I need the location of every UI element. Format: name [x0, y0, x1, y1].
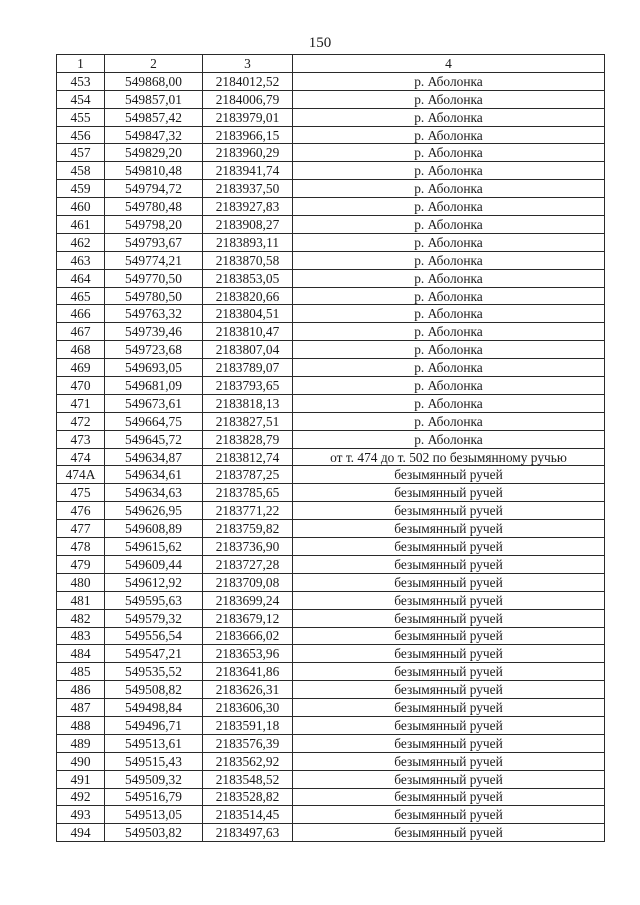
description-cell: р. Аболонка: [293, 251, 605, 269]
x-coordinate-cell: 549739,46: [105, 323, 203, 341]
description-cell: безымянный ручей: [293, 555, 605, 573]
y-coordinate-cell: 2183807,04: [203, 341, 293, 359]
header-row: [57, 55, 605, 73]
x-coordinate-cell: 549857,42: [105, 108, 203, 126]
x-coordinate-cell: 549608,89: [105, 520, 203, 538]
column-header-x: 2: [105, 55, 203, 73]
y-coordinate-cell: 2183699,24: [203, 591, 293, 609]
y-coordinate-cell: 2183497,63: [203, 824, 293, 842]
description-cell: р. Аболонка: [293, 305, 605, 323]
description-cell: р. Аболонка: [293, 341, 605, 359]
description-cell: безымянный ручей: [293, 502, 605, 520]
x-coordinate-cell: 549595,63: [105, 591, 203, 609]
table-row: [57, 573, 605, 591]
point-number-cell: 485: [57, 663, 105, 681]
point-number-cell: 478: [57, 538, 105, 556]
point-number-cell: 461: [57, 216, 105, 234]
description-cell: безымянный ручей: [293, 824, 605, 842]
x-coordinate-cell: 549513,61: [105, 734, 203, 752]
x-coordinate-cell: 549513,05: [105, 806, 203, 824]
description-cell: безымянный ручей: [293, 663, 605, 681]
point-number-cell: 480: [57, 573, 105, 591]
table-row: [57, 520, 605, 538]
point-number-cell: 455: [57, 108, 105, 126]
y-coordinate-cell: 2183626,31: [203, 681, 293, 699]
x-coordinate-cell: 549498,84: [105, 699, 203, 717]
y-coordinate-cell: 2183812,74: [203, 448, 293, 466]
table-row: [57, 126, 605, 144]
y-coordinate-cell: 2183771,22: [203, 502, 293, 520]
x-coordinate-cell: 549634,63: [105, 484, 203, 502]
table-row: [57, 681, 605, 699]
table-row: [57, 466, 605, 484]
x-coordinate-cell: 549681,09: [105, 377, 203, 395]
point-number-cell: 481: [57, 591, 105, 609]
column-header-description: 4: [293, 55, 605, 73]
table-row: [57, 484, 605, 502]
y-coordinate-cell: 2183666,02: [203, 627, 293, 645]
description-cell: безымянный ручей: [293, 752, 605, 770]
point-number-cell: 489: [57, 734, 105, 752]
y-coordinate-cell: 2183820,66: [203, 287, 293, 305]
x-coordinate-cell: 549547,21: [105, 645, 203, 663]
table-row: [57, 502, 605, 520]
x-coordinate-cell: 549673,61: [105, 394, 203, 412]
table-row: [57, 269, 605, 287]
table-row: [57, 216, 605, 234]
x-coordinate-cell: 549780,50: [105, 287, 203, 305]
table-row: [57, 430, 605, 448]
y-coordinate-cell: 2183960,29: [203, 144, 293, 162]
table-row: [57, 538, 605, 556]
description-cell: безымянный ручей: [293, 681, 605, 699]
table-row: [57, 448, 605, 466]
table-row: [57, 377, 605, 395]
point-number-cell: 483: [57, 627, 105, 645]
table-row: [57, 699, 605, 717]
y-coordinate-cell: 2183941,74: [203, 162, 293, 180]
table-row: [57, 305, 605, 323]
description-cell: р. Аболонка: [293, 287, 605, 305]
table-row: [57, 591, 605, 609]
description-cell: безымянный ручей: [293, 806, 605, 824]
table-row: [57, 72, 605, 90]
table-row: [57, 627, 605, 645]
description-cell: р. Аболонка: [293, 323, 605, 341]
x-coordinate-cell: 549609,44: [105, 555, 203, 573]
point-number-cell: 456: [57, 126, 105, 144]
description-cell: безымянный ручей: [293, 484, 605, 502]
x-coordinate-cell: 549774,21: [105, 251, 203, 269]
y-coordinate-cell: 2183804,51: [203, 305, 293, 323]
description-cell: р. Аболонка: [293, 144, 605, 162]
point-number-cell: 470: [57, 377, 105, 395]
x-coordinate-cell: 549847,32: [105, 126, 203, 144]
y-coordinate-cell: 2183759,82: [203, 520, 293, 538]
x-coordinate-cell: 549857,01: [105, 90, 203, 108]
y-coordinate-cell: 2183679,12: [203, 609, 293, 627]
x-coordinate-cell: 549723,68: [105, 341, 203, 359]
description-cell: р. Аболонка: [293, 108, 605, 126]
point-number-cell: 467: [57, 323, 105, 341]
y-coordinate-cell: 2183787,25: [203, 466, 293, 484]
point-number-cell: 454: [57, 90, 105, 108]
point-number-cell: 490: [57, 752, 105, 770]
y-coordinate-cell: 2183606,30: [203, 699, 293, 717]
point-number-cell: 479: [57, 555, 105, 573]
description-cell: безымянный ручей: [293, 591, 605, 609]
y-coordinate-cell: 2183789,07: [203, 359, 293, 377]
description-cell: безымянный ручей: [293, 573, 605, 591]
x-coordinate-cell: 549496,71: [105, 716, 203, 734]
y-coordinate-cell: 2183709,08: [203, 573, 293, 591]
y-coordinate-cell: 2184012,52: [203, 72, 293, 90]
point-number-cell: 466: [57, 305, 105, 323]
description-cell: р. Аболонка: [293, 233, 605, 251]
x-coordinate-cell: 549535,52: [105, 663, 203, 681]
description-cell: безымянный ручей: [293, 788, 605, 806]
description-cell: р. Аболонка: [293, 412, 605, 430]
point-number-cell: 486: [57, 681, 105, 699]
point-number-cell: 460: [57, 198, 105, 216]
table-row: [57, 770, 605, 788]
x-coordinate-cell: 549780,48: [105, 198, 203, 216]
y-coordinate-cell: 2183908,27: [203, 216, 293, 234]
point-number-cell: 494: [57, 824, 105, 842]
table-row: [57, 645, 605, 663]
x-coordinate-cell: 549612,92: [105, 573, 203, 591]
point-number-cell: 472: [57, 412, 105, 430]
table-body: [57, 72, 605, 841]
table-row: [57, 233, 605, 251]
y-coordinate-cell: 2183562,92: [203, 752, 293, 770]
x-coordinate-cell: 549626,95: [105, 502, 203, 520]
table-row: [57, 752, 605, 770]
y-coordinate-cell: 2183641,86: [203, 663, 293, 681]
table-row: [57, 144, 605, 162]
y-coordinate-cell: 2183591,18: [203, 716, 293, 734]
table-row: [57, 555, 605, 573]
point-number-cell: 484: [57, 645, 105, 663]
table-row: [57, 663, 605, 681]
description-cell: р. Аболонка: [293, 90, 605, 108]
y-coordinate-cell: 2183927,83: [203, 198, 293, 216]
y-coordinate-cell: 2183937,50: [203, 180, 293, 198]
description-cell: безымянный ручей: [293, 627, 605, 645]
description-cell: безымянный ручей: [293, 645, 605, 663]
description-cell: р. Аболонка: [293, 126, 605, 144]
y-coordinate-cell: 2183818,13: [203, 394, 293, 412]
point-number-cell: 493: [57, 806, 105, 824]
y-coordinate-cell: 2183966,15: [203, 126, 293, 144]
x-coordinate-cell: 549645,72: [105, 430, 203, 448]
x-coordinate-cell: 549770,50: [105, 269, 203, 287]
x-coordinate-cell: 549794,72: [105, 180, 203, 198]
x-coordinate-cell: 549503,82: [105, 824, 203, 842]
y-coordinate-cell: 2183853,05: [203, 269, 293, 287]
point-number-cell: 492: [57, 788, 105, 806]
description-cell: р. Аболонка: [293, 162, 605, 180]
x-coordinate-cell: 549515,43: [105, 752, 203, 770]
description-cell: р. Аболонка: [293, 394, 605, 412]
x-coordinate-cell: 549556,54: [105, 627, 203, 645]
x-coordinate-cell: 549634,61: [105, 466, 203, 484]
table-row: [57, 108, 605, 126]
table-row: [57, 394, 605, 412]
y-coordinate-cell: 2183785,65: [203, 484, 293, 502]
description-cell: р. Аболонка: [293, 216, 605, 234]
y-coordinate-cell: 2183893,11: [203, 233, 293, 251]
description-cell: безымянный ручей: [293, 699, 605, 717]
table-row: [57, 824, 605, 842]
y-coordinate-cell: 2183828,79: [203, 430, 293, 448]
coordinates-table: [56, 54, 605, 842]
description-cell: р. Аболонка: [293, 430, 605, 448]
y-coordinate-cell: 2184006,79: [203, 90, 293, 108]
x-coordinate-cell: 549615,62: [105, 538, 203, 556]
point-number-cell: 482: [57, 609, 105, 627]
x-coordinate-cell: 549793,67: [105, 233, 203, 251]
point-number-cell: 473: [57, 430, 105, 448]
description-cell: безымянный ручей: [293, 609, 605, 627]
description-cell: безымянный ручей: [293, 770, 605, 788]
table-row: [57, 412, 605, 430]
x-coordinate-cell: 549693,05: [105, 359, 203, 377]
x-coordinate-cell: 549829,20: [105, 144, 203, 162]
table-row: [57, 180, 605, 198]
x-coordinate-cell: 549798,20: [105, 216, 203, 234]
point-number-cell: 487: [57, 699, 105, 717]
point-number-cell: 453: [57, 72, 105, 90]
y-coordinate-cell: 2183793,65: [203, 377, 293, 395]
point-number-cell: 475: [57, 484, 105, 502]
description-cell: р. Аболонка: [293, 377, 605, 395]
table-header: [57, 55, 605, 73]
description-cell: безымянный ручей: [293, 716, 605, 734]
point-number-cell: 491: [57, 770, 105, 788]
y-coordinate-cell: 2183528,82: [203, 788, 293, 806]
point-number-cell: 471: [57, 394, 105, 412]
table-row: [57, 287, 605, 305]
x-coordinate-cell: 549664,75: [105, 412, 203, 430]
description-cell: р. Аболонка: [293, 180, 605, 198]
column-header-point-number: 1: [57, 55, 105, 73]
point-number-cell: 469: [57, 359, 105, 377]
y-coordinate-cell: 2183810,47: [203, 323, 293, 341]
description-cell: безымянный ручей: [293, 538, 605, 556]
table-row: [57, 90, 605, 108]
point-number-cell: 474: [57, 448, 105, 466]
table-row: [57, 788, 605, 806]
description-cell: р. Аболонка: [293, 269, 605, 287]
point-number-cell: 468: [57, 341, 105, 359]
y-coordinate-cell: 2183827,51: [203, 412, 293, 430]
table-row: [57, 806, 605, 824]
x-coordinate-cell: 549579,32: [105, 609, 203, 627]
x-coordinate-cell: 549509,32: [105, 770, 203, 788]
description-cell: р. Аболонка: [293, 198, 605, 216]
point-number-cell: 462: [57, 233, 105, 251]
x-coordinate-cell: 549516,79: [105, 788, 203, 806]
table-row: [57, 198, 605, 216]
description-cell: от т. 474 до т. 502 по безымянному ручью: [293, 448, 605, 466]
point-number-cell: 476: [57, 502, 105, 520]
description-cell: р. Аболонка: [293, 359, 605, 377]
x-coordinate-cell: 549868,00: [105, 72, 203, 90]
description-cell: безымянный ручей: [293, 520, 605, 538]
point-number-cell: 463: [57, 251, 105, 269]
y-coordinate-cell: 2183653,96: [203, 645, 293, 663]
y-coordinate-cell: 2183736,90: [203, 538, 293, 556]
table-row: [57, 341, 605, 359]
point-number-cell: 477: [57, 520, 105, 538]
y-coordinate-cell: 2183870,58: [203, 251, 293, 269]
x-coordinate-cell: 549810,48: [105, 162, 203, 180]
table-row: [57, 162, 605, 180]
table-row: [57, 323, 605, 341]
page-number: 150: [308, 35, 332, 51]
y-coordinate-cell: 2183514,45: [203, 806, 293, 824]
description-cell: р. Аболонка: [293, 72, 605, 90]
table-row: [57, 716, 605, 734]
point-number-cell: 465: [57, 287, 105, 305]
point-number-cell: 457: [57, 144, 105, 162]
y-coordinate-cell: 2183979,01: [203, 108, 293, 126]
x-coordinate-cell: 549508,82: [105, 681, 203, 699]
table-row: [57, 251, 605, 269]
point-number-cell: 474А: [57, 466, 105, 484]
y-coordinate-cell: 2183576,39: [203, 734, 293, 752]
point-number-cell: 464: [57, 269, 105, 287]
table-row: [57, 609, 605, 627]
column-header-y: 3: [203, 55, 293, 73]
x-coordinate-cell: 549634,87: [105, 448, 203, 466]
y-coordinate-cell: 2183727,28: [203, 555, 293, 573]
point-number-cell: 458: [57, 162, 105, 180]
description-cell: безымянный ручей: [293, 466, 605, 484]
x-coordinate-cell: 549763,32: [105, 305, 203, 323]
description-cell: безымянный ручей: [293, 734, 605, 752]
y-coordinate-cell: 2183548,52: [203, 770, 293, 788]
point-number-cell: 488: [57, 716, 105, 734]
table-row: [57, 359, 605, 377]
point-number-cell: 459: [57, 180, 105, 198]
table-row: [57, 734, 605, 752]
